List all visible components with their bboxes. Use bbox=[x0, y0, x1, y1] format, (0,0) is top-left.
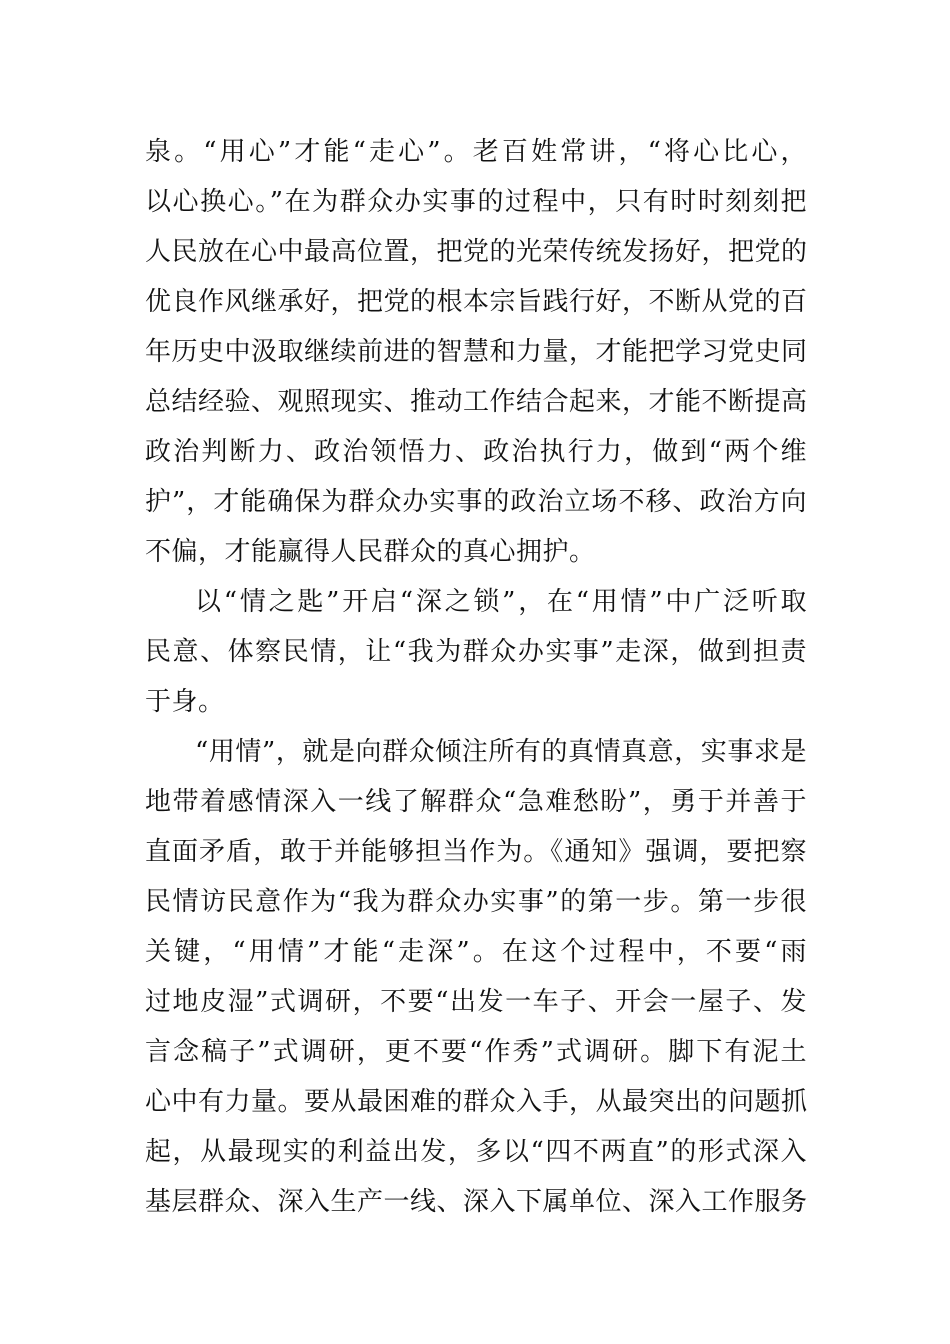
text-line-3: 人民放在心中最高位置，把党的光荣传统发扬好，把党的 bbox=[145, 237, 808, 267]
text-line-20: 心中有力量。要从最困难的群众入手，从最突出的问题抓 bbox=[145, 1087, 808, 1117]
text-line-22: 基层群众、深入生产一线、深入下属单位、深入工作服务 bbox=[145, 1187, 808, 1217]
text-line-19: 言念稿子”式调研，更不要“作秀”式调研。脚下有泥土 bbox=[145, 1037, 807, 1067]
text-line-16: 民情访民意作为“我为群众办实事”的第一步。第一步很 bbox=[145, 887, 807, 917]
text-line-8: 护”，才能确保为群众办实事的政治立场不移、政治方向 bbox=[145, 487, 807, 517]
text-line-2: 以心换心。”在为群众办实事的过程中，只有时时刻刻把 bbox=[145, 187, 807, 217]
text-line-7: 政治判断力、政治领悟力、政治执行力，做到“两个维 bbox=[145, 437, 807, 467]
text-line-21: 起，从最现实的利益出发，多以“四不两直”的形式深入 bbox=[145, 1137, 807, 1167]
text-line-12: 于身。 bbox=[145, 687, 225, 717]
text-line-1: 泉。“用心”才能“走心”。老百姓常讲，“将心比心， bbox=[145, 137, 807, 167]
text-line-11: 民意、体察民情，让“我为群众办实事”走深，做到担责 bbox=[145, 637, 807, 667]
text-line-18: 过地皮湿”式调研，不要“出发一车子、开会一屋子、发 bbox=[145, 987, 807, 1017]
text-line-15: 直面矛盾，敢于并能够担当作为。《通知》强调，要把察 bbox=[145, 837, 807, 867]
text-line-9: 不偏，才能赢得人民群众的真心拥护。 bbox=[145, 537, 596, 567]
text-line-13: “用情”，就是向群众倾注所有的真情真意，实事求是 bbox=[195, 737, 807, 767]
text-line-4: 优良作风继承好，把党的根本宗旨践行好，不断从党的百 bbox=[145, 287, 808, 317]
text-line-10: 以“情之匙”开启“深之锁”，在“用情”中广泛听取 bbox=[195, 587, 807, 617]
text-line-14: 地带着感情深入一线了解群众“急难愁盼”，勇于并善于 bbox=[145, 787, 807, 817]
text-line-5: 年历史中汲取继续前进的智慧和力量，才能把学习党史同 bbox=[145, 337, 808, 367]
text-line-17: 关键，“用情”才能“走深”。在这个过程中，不要“雨 bbox=[145, 937, 807, 967]
text-line-6: 总结经验、观照现实、推动工作结合起来，才能不断提高 bbox=[145, 387, 808, 417]
